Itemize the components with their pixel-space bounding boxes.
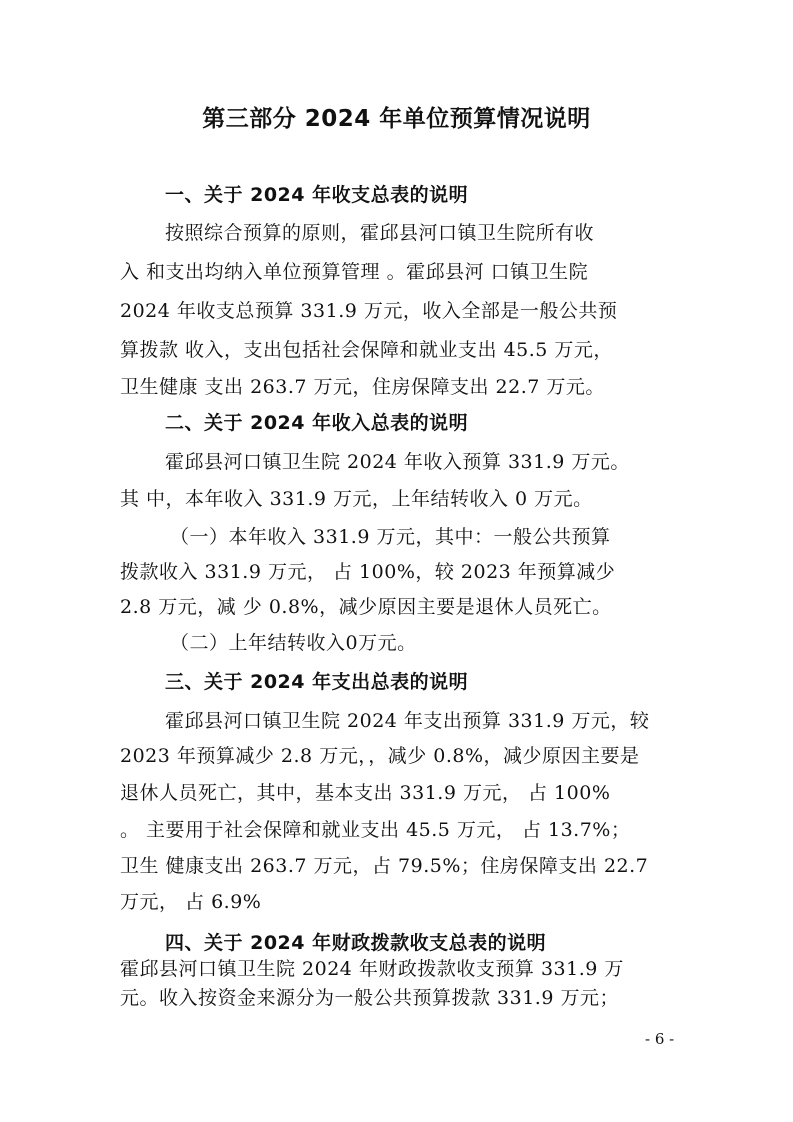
paragraph-line: 其 中，本年收入 331.9 万元，上年结转收入 0 万元。 <box>120 488 593 510</box>
page-number: - 6 - <box>645 1030 675 1048</box>
paragraph-line: 退休人员死亡，其中，基本支出 331.9 万元， 占 100% <box>120 782 611 804</box>
paragraph-line: 按照综合预算的原则，霍邱县河口镇卫生院所有收 <box>165 222 595 244</box>
section-2-heading: 二、关于 2024 年收入总表的说明 <box>165 412 469 434</box>
paragraph-line: 入 和支出均纳入单位预算管理 。霍邱县河 口镇卫生院 <box>120 261 589 283</box>
paragraph-line: 卫生健康 支出 263.7 万元，住房保障支出 22.7 万元。 <box>120 376 605 398</box>
paragraph-line: （一）本年收入 331.9 万元，其中：一般公共预算 <box>170 526 611 548</box>
paragraph-line: 。 主要用于社会保障和就业支出 45.5 万元， 占 13.7%； <box>120 819 631 841</box>
section-3-heading: 三、关于 2024 年支出总表的说明 <box>165 671 469 693</box>
section-4-heading: 四、关于 2024 年财政拨款收支总表的说明 <box>165 932 547 954</box>
paragraph-line: 元。收入按资金来源分为一般公共预算拨款 331.9 万元； <box>120 987 619 1009</box>
paragraph-line: 2023 年预算减少 2.8 万元，，减少 0.8%，减少原因主要是 <box>120 745 640 767</box>
section-1-heading: 一、关于 2024 年收支总表的说明 <box>165 184 469 206</box>
paragraph-line: 万元， 占 6.9% <box>120 891 262 913</box>
paragraph-line: 卫生 健康支出 263.7 万元，占 79.5%；住房保障支出 22.7 <box>120 855 649 877</box>
paragraph-line: （二）上年结转收入0万元。 <box>170 632 417 654</box>
paragraph-line: 算拨款 收入，支出包括社会保障和就业支出 45.5 万元， <box>120 339 613 361</box>
paragraph-line: 霍邱县河口镇卫生院 2024 年收入预算 331.9 万元。 <box>165 451 630 473</box>
page-title: 第三部分 2024 年单位预算情况说明 <box>202 106 591 132</box>
paragraph-line: 霍邱县河口镇卫生院 2024 年支出预算 331.9 万元，较 <box>165 710 650 732</box>
paragraph-line: 2.8 万元，减 少 0.8%，减少原因主要是退休人员死亡。 <box>120 596 612 618</box>
paragraph-line: 霍邱县河口镇卫生院 2024 年财政拨款收支预算 331.9 万 <box>120 958 624 980</box>
paragraph-line: 2024 年收支总预算 331.9 万元，收入全部是一般公共预 <box>120 300 618 322</box>
paragraph-line: 拨款收入 331.9 万元， 占 100%，较 2023 年预算减少 <box>120 561 616 583</box>
